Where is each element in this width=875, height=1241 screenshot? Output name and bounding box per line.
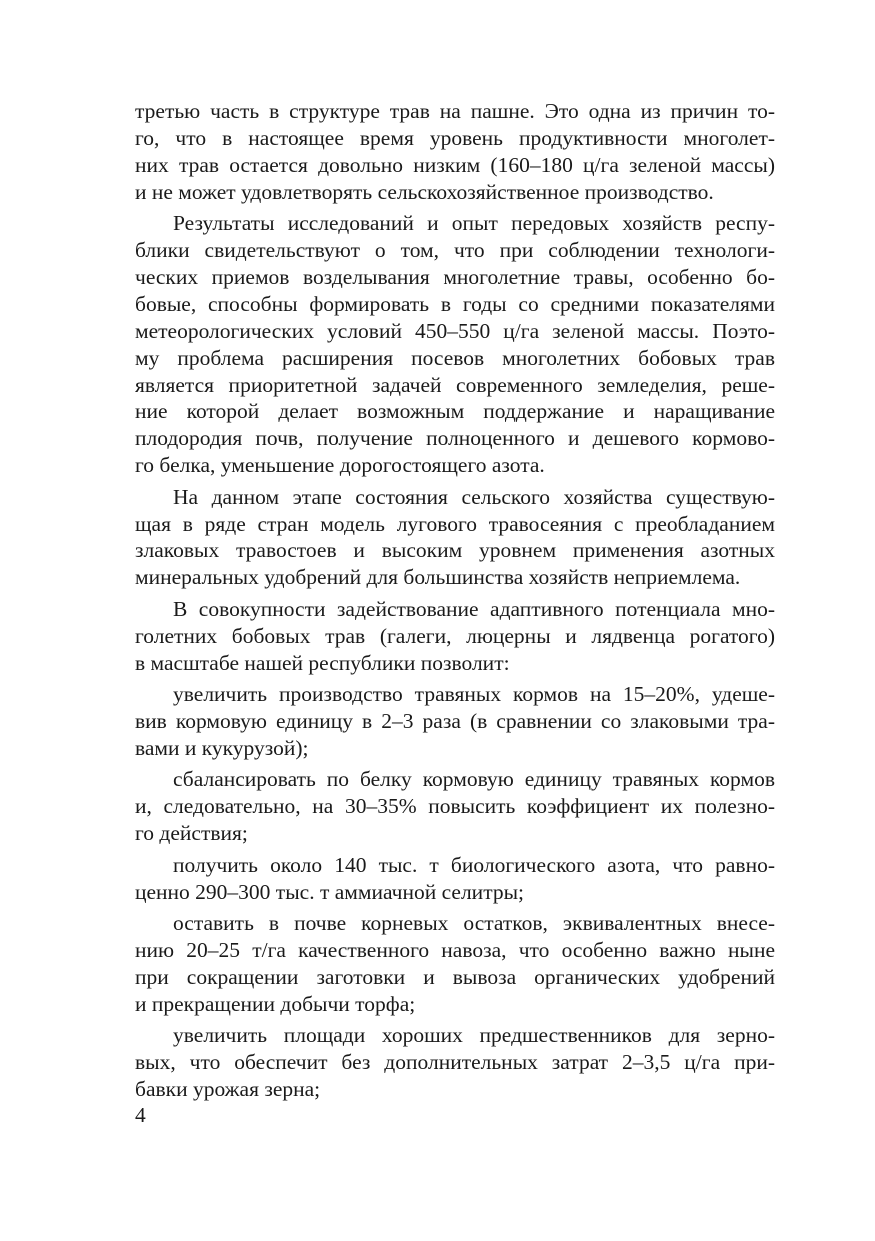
text-line: блики свидетельствуют о том, что при соблюдении технологи- (135, 238, 775, 263)
text-line: ценно 290–300 тыс. т аммиачной селитры; (135, 879, 525, 904)
text-line: увеличить производство травяных кормов на 15–20%, удеше- (173, 682, 775, 707)
text-line: бовые, способны формировать в годы со средними показателями (135, 291, 775, 316)
paragraph-1 (135, 98, 775, 206)
list-item-1 (135, 681, 775, 762)
text-line: и прекращении добычи торфа; (135, 991, 416, 1016)
body-text (135, 98, 775, 1103)
text-line: вами и кукурузой); (135, 735, 309, 760)
text-line: получить около 140 тыс. т биологического азота, что равно- (173, 852, 775, 877)
page-number: 4 (135, 1103, 146, 1127)
text-line: является приоритетной задачей современного земледелия, реше- (135, 372, 775, 397)
text-line: сбалансировать по белку кормовую единицу травяных кормов (173, 767, 775, 792)
text-line: голетних бобовых трав (галеги, люцерны и лядвенца рогатого) (135, 623, 775, 648)
text-line: Результаты исследований и опыт передовых хозяйств респу- (173, 211, 775, 236)
text-line: метеорологических условий 450–550 ц/га зеленой массы. Поэто- (135, 318, 775, 343)
text-line: вив кормовую единицу в 2–3 раза (в сравнении со злаковыми тра- (135, 708, 775, 733)
list-item-5 (135, 1022, 775, 1103)
text-line: нию 20–25 т/га качественного навоза, что особенно важно ныне (135, 937, 775, 962)
text-line: в масштабе нашей республики позволит: (135, 650, 510, 675)
text-line: бавки урожая зерна; (135, 1076, 321, 1101)
text-line: го белка, уменьшение дорогостоящего азота. (135, 453, 545, 478)
text-line: плодородия почв, получение полноценного и дешевого кормово- (135, 426, 775, 451)
text-line: На данном этапе состояния сельского хозяйства существую- (173, 484, 775, 509)
list-item-2 (135, 766, 775, 847)
text-line: минеральных удобрений для большинства хозяйств неприемлема. (135, 565, 741, 590)
text-line: и не может удовлетворять сельскохозяйственное производство. (135, 179, 714, 204)
text-line: ческих приемов возделывания многолетние травы, особенно бо- (135, 264, 775, 289)
text-line: них трав остается довольно низким (160–180 ц/га зеленой массы) (135, 152, 775, 177)
text-line: и, следовательно, на 30–35% повысить коэффициент их полезно- (135, 794, 775, 819)
list-item-3 (135, 852, 775, 906)
text-line: щая в ряде стран модель лугового травосеяния с преобладанием (135, 511, 775, 536)
text-line: го действия; (135, 821, 248, 846)
text-line: при сокращении заготовки и вывоза органических удобрений (135, 964, 775, 989)
text-line: злаковых травостоев и высоким уровнем применения азотных (135, 538, 775, 563)
text-line: го, что в настоящее время уровень продуктивности многолет- (135, 125, 775, 150)
text-line: оставить в почве корневых остатков, эквивалентных внесе- (173, 910, 775, 935)
text-line: вых, что обеспечит без дополнительных затрат 2–3,5 ц/га при- (135, 1050, 775, 1075)
text-line: ние которой делает возможным поддержание и наращивание (135, 399, 775, 424)
text-line: му проблема расширения посевов многолетних бобовых трав (135, 345, 775, 370)
paragraph-4 (135, 596, 775, 677)
text-line: увеличить площади хороших предшественников для зерно- (173, 1023, 775, 1048)
text-line: третью часть в структуре трав на пашне. Это одна из причин то- (135, 99, 775, 123)
list-item-4 (135, 910, 775, 1018)
text-line: В совокупности задействование адаптивного потенциала мно- (173, 596, 775, 621)
paragraph-2 (135, 210, 775, 479)
paragraph-3 (135, 484, 775, 592)
